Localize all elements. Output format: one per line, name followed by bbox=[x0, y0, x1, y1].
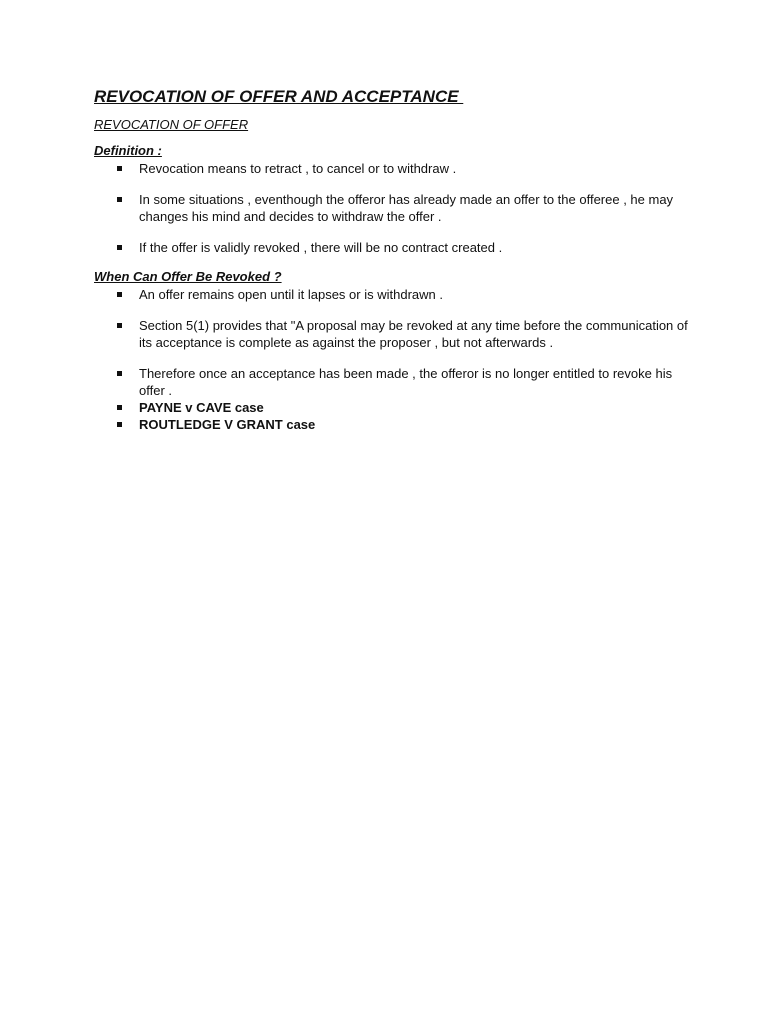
case-item-text: ROUTLEDGE V GRANT case bbox=[139, 417, 316, 432]
document-page bbox=[94, 86, 694, 433]
list-item bbox=[94, 239, 694, 256]
document-title: REVOCATION OF OFFER AND ACCEPTANCE bbox=[94, 87, 464, 106]
bullet-square-icon bbox=[117, 292, 122, 297]
definition-heading: Definition : bbox=[94, 143, 162, 158]
bullet-square-icon bbox=[117, 197, 122, 202]
list-item-text: If the offer is validly revoked , there will be no contract created . bbox=[139, 240, 503, 255]
list-item-text: Section 5(1) provides that "A proposal may be revoked at any time before the communication of its acceptance is complete as against the proposer , but not afterwards . bbox=[139, 318, 688, 350]
cases-list bbox=[94, 399, 694, 433]
bullet-square-icon bbox=[117, 245, 122, 250]
list-item bbox=[94, 160, 694, 177]
bullet-square-icon bbox=[117, 166, 122, 171]
list-item bbox=[94, 191, 694, 225]
bullet-square-icon bbox=[117, 323, 122, 328]
case-item-text: PAYNE v CAVE case bbox=[139, 400, 264, 415]
definition-list bbox=[94, 160, 694, 256]
case-item bbox=[94, 399, 694, 416]
list-item-text: Revocation means to retract , to cancel or to withdraw . bbox=[139, 161, 457, 176]
list-item bbox=[94, 317, 694, 351]
bullet-square-icon bbox=[117, 371, 122, 376]
section-subtitle: REVOCATION OF OFFER bbox=[94, 117, 249, 132]
case-item bbox=[94, 416, 694, 433]
list-item-text: In some situations , eventhough the offeror has already made an offer to the offeree , he may changes his mind and decides to withdraw the offer . bbox=[139, 192, 674, 224]
list-item-text: Therefore once an acceptance has been made , the offeror is no longer entitled to revoke his offer . bbox=[139, 366, 673, 398]
when-list bbox=[94, 286, 694, 399]
bullet-square-icon bbox=[117, 405, 122, 410]
bullet-square-icon bbox=[117, 422, 122, 427]
when-heading: When Can Offer Be Revoked ? bbox=[94, 269, 282, 284]
list-item bbox=[94, 365, 694, 399]
list-item-text: An offer remains open until it lapses or is withdrawn . bbox=[139, 287, 443, 302]
list-item bbox=[94, 286, 694, 303]
